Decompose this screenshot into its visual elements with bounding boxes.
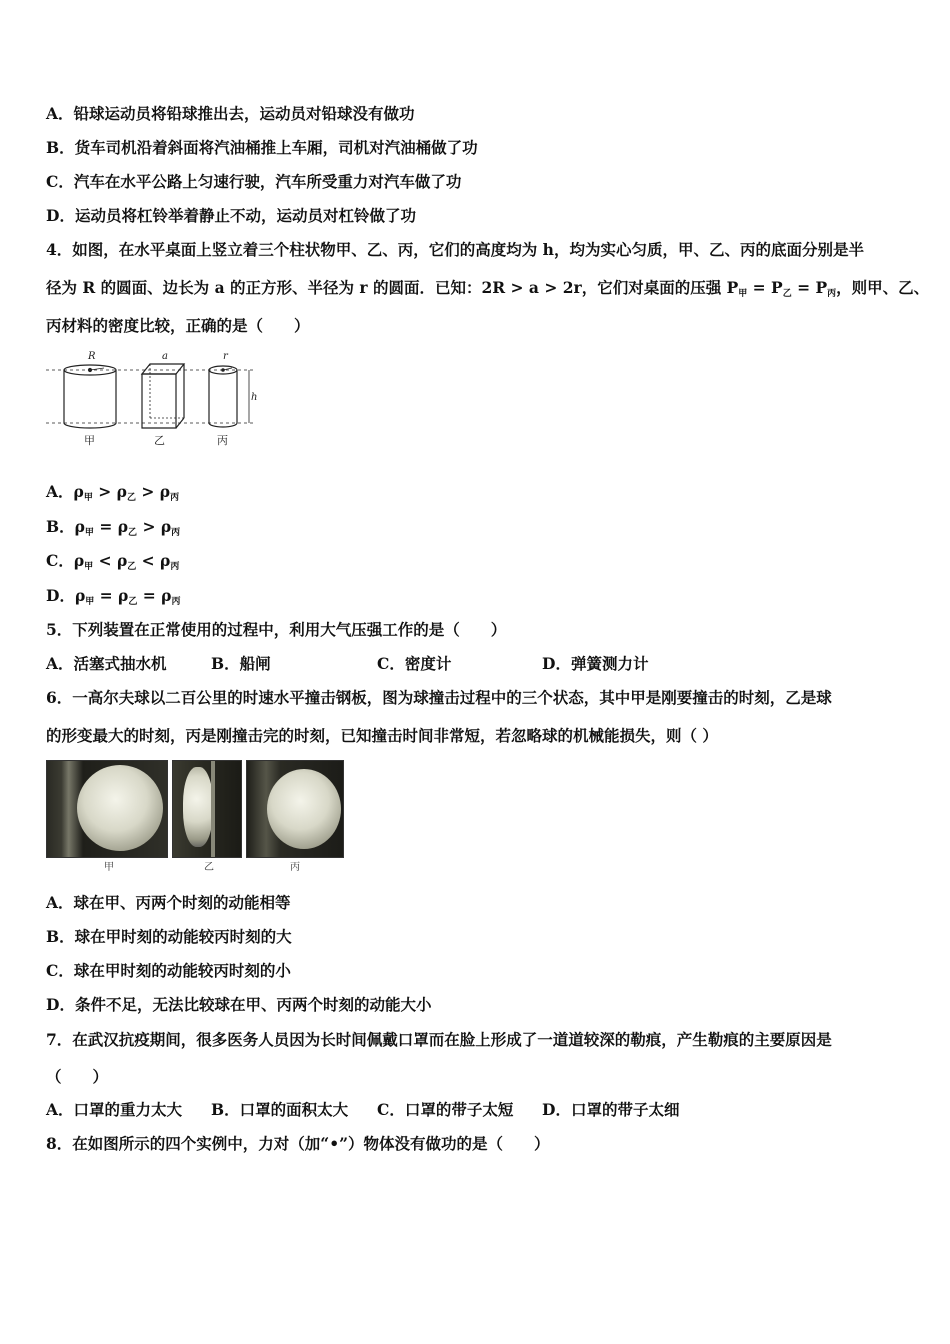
q4-figure [46,348,266,448]
q6-option-b: B．球在甲时刻的动能较丙时刻的大 [46,927,292,946]
q7-option-b: B．口罩的面积太大 [211,1100,349,1119]
label-h: h [251,392,258,403]
cylinder-jia-shape [64,365,116,428]
q4-stem-line3: 丙材料的密度比较，正确的是（ ） [46,316,310,335]
q4-option-c: C．$\rho_甲 < \rho_乙 < \rho_丙$ [46,551,180,572]
q4-option-a: A．$\rho_甲 > \rho_乙 > \rho_丙$ [46,482,180,503]
label-a: a [162,351,168,362]
photo-caption-yi: 乙 [204,862,214,873]
q5-option-a: A．活塞式抽水机 [46,654,167,673]
caption-bing: 丙 [217,434,228,447]
q6-stem-line1: 6．一高尔夫球以二百公里的时速水平撞击钢板，图为球撞击过程中的三个状态，其中甲是刚要撞击的时刻，乙是球 [46,688,832,707]
golf-ball-photo-jia [46,760,168,858]
photo-caption-jia: 甲 [104,862,114,873]
q3-option-c: C．汽车在水平公路上匀速行驶，汽车所受重力对汽车做了功 [46,172,462,191]
q8-stem: 8．在如图所示的四个实例中，力对（加“•”）物体没有做功的是（ ） [46,1134,550,1153]
golf-ball-photo-bing [246,760,344,858]
label-R: R [88,351,96,362]
cylinder-bing-shape [209,366,237,427]
q5-options [46,652,648,674]
label-r: r [223,351,228,362]
q4-stem-line2: 径为 R 的圆面、边长为 a 的正方形、半径为 r 的圆面．已知：2R > a > 2r，它们对桌面的压强 $P_甲 = P_乙 = P_丙$，则甲、乙、 [46,278,930,299]
q4-stem-line1: 4．如图，在水平桌面上竖立着三个柱状物甲、乙、丙，它们的高度均为 h，均为实心匀质，甲、乙、丙的底面分别是半 [46,240,864,259]
q4-option-d: D．$\rho_甲 = \rho_乙 = \rho_丙$ [46,586,181,607]
q3-option-d: D．运动员将杠铃举着静止不动，运动员对杠铃做了功 [46,206,416,225]
q7-stem-line2: （ ） [46,1067,109,1086]
q6-option-a: A．球在甲、丙两个时刻的动能相等 [46,893,291,912]
caption-yi: 乙 [154,434,165,447]
q7-stem-line1: 7．在武汉抗疫期间，很多医务人员因为长时间佩戴口罩而在脸上形成了一道道较深的勒痕，产生勒痕的主要原因是 [46,1030,832,1049]
q4-option-b: B．$\rho_甲 = \rho_乙 > \rho_丙$ [46,517,181,538]
q3-option-a: A．铅球运动员将铅球推出去，运动员对铅球没有做功 [46,104,415,123]
q6-option-c: C．球在甲时刻的动能较丙时刻的小 [46,961,291,980]
q7-option-d: D．口罩的带子太细 [542,1100,680,1119]
q7-option-a: A．口罩的重力太大 [46,1100,183,1119]
caption-jia: 甲 [84,434,95,447]
q6-option-d: D．条件不足，无法比较球在甲、丙两个时刻的动能大小 [46,995,432,1014]
q7-option-c: C．口罩的带子太短 [377,1100,514,1119]
q6-stem-line2: 的形变最大的时刻，丙是刚撞击完的时刻，已知撞击时间非常短，若忽略球的机械能损失，则（ ） [46,726,718,745]
q5-option-d: D．弹簧测力计 [542,654,649,673]
golf-ball-photo-yi [172,760,242,858]
q5-stem: 5．下列装置在正常使用的过程中，利用大气压强工作的是（ ） [46,620,507,639]
square-prism-yi-shape [142,364,184,428]
q5-option-c: C．密度计 [377,654,452,673]
q3-option-b: B．货车司机沿着斜面将汽油桶推上车厢，司机对汽油桶做了功 [46,138,478,157]
q5-option-b: B．船闸 [211,654,271,673]
q7-options [46,1098,679,1120]
photo-caption-bing: 丙 [290,862,300,873]
